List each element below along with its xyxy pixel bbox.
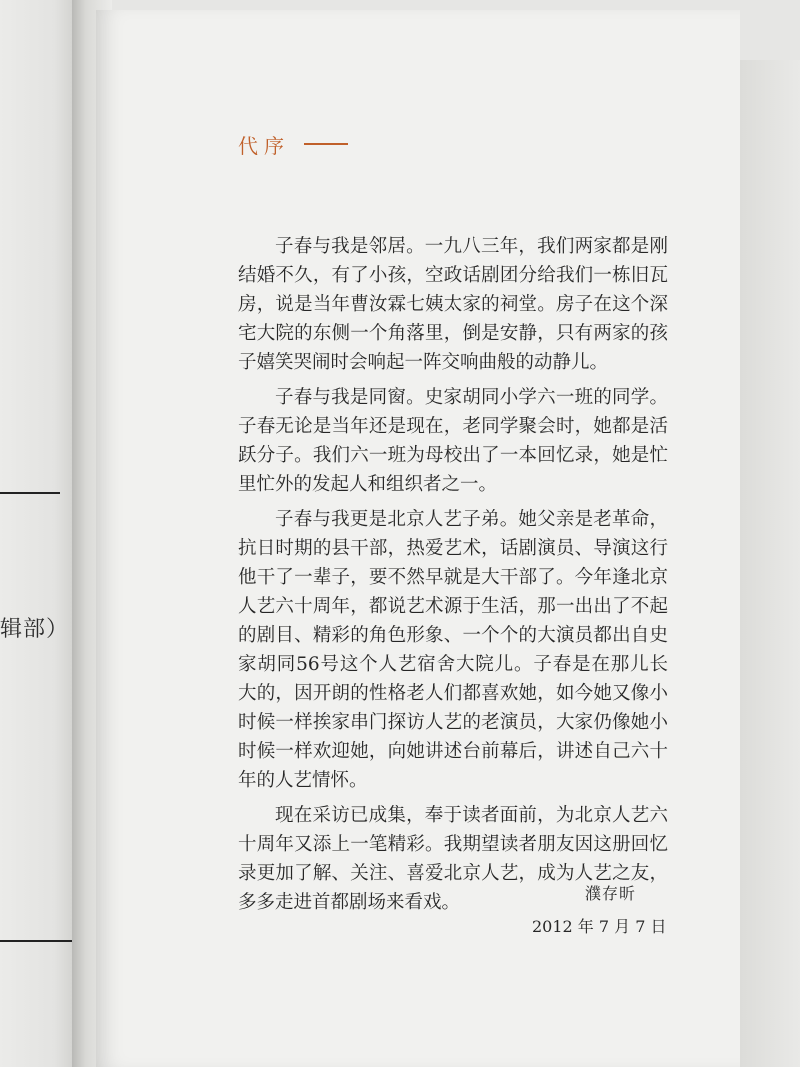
preface-title: 代序	[238, 134, 290, 158]
page-stack-edge	[740, 60, 800, 1067]
paragraph-2: 子春与我是同窗。史家胡同小学六一班的同学。子春无论是当年还是现在，老同学聚会时，她都是活跃分子。我们六一班为母校出了一本回忆录，她是忙里忙外的发起人和组织者之一。	[238, 387, 668, 495]
previous-page	[0, 0, 78, 1067]
title-dash-rule	[304, 143, 348, 145]
left-page-rule-top	[0, 492, 60, 494]
signature-date: 2012 年 7 月 7 日	[532, 917, 667, 936]
paragraph-4: 现在采访已成集，奉于读者面前，为北京人艺六十周年又添上一笔精彩。我期望读者朋友因这册回忆录更加了解、关注、喜爱北京人艺，成为人艺之友，多多走进首都剧场来看戏。	[238, 805, 668, 913]
left-page-text-fragment: 辑部）	[0, 617, 70, 642]
paragraph-1: 子春与我是邻居。一九八三年，我们两家都是刚结婚不久，有了小孩，空政话剧团分给我们一栋旧瓦房，说是当年曹汝霖七姨太家的祠堂。房子在这个深宅大院的东侧一个角落里，倒是安静，只有两家的孩子嬉笑哭闹时会响起一阵交响曲般的动静儿。	[238, 236, 668, 373]
paragraph-3: 子春与我更是北京人艺子弟。她父亲是老革命，抗日时期的县干部，热爱艺术，话剧演员、导演这行他干了一辈子，要不然早就是大干部了。今年逢北京人艺六十周年，都说艺术源于生活，那一出出了不起的剧目、精彩的角色形象、一个个的大演员都出自史家胡同56号这个人艺宿舍大院儿。子春是在那儿长大的，因开朗的性格老人们都喜欢她，如今她又像小时候一样挨家串门探访人艺的老演员，大家仍像她小时候一样欢迎她，向她讲述台前幕后，讲述自己六十年的人艺情怀。	[238, 509, 668, 791]
left-page-rule-bottom	[0, 940, 72, 942]
signature-author: 濮存昕	[585, 884, 637, 903]
preface-body	[238, 232, 668, 923]
